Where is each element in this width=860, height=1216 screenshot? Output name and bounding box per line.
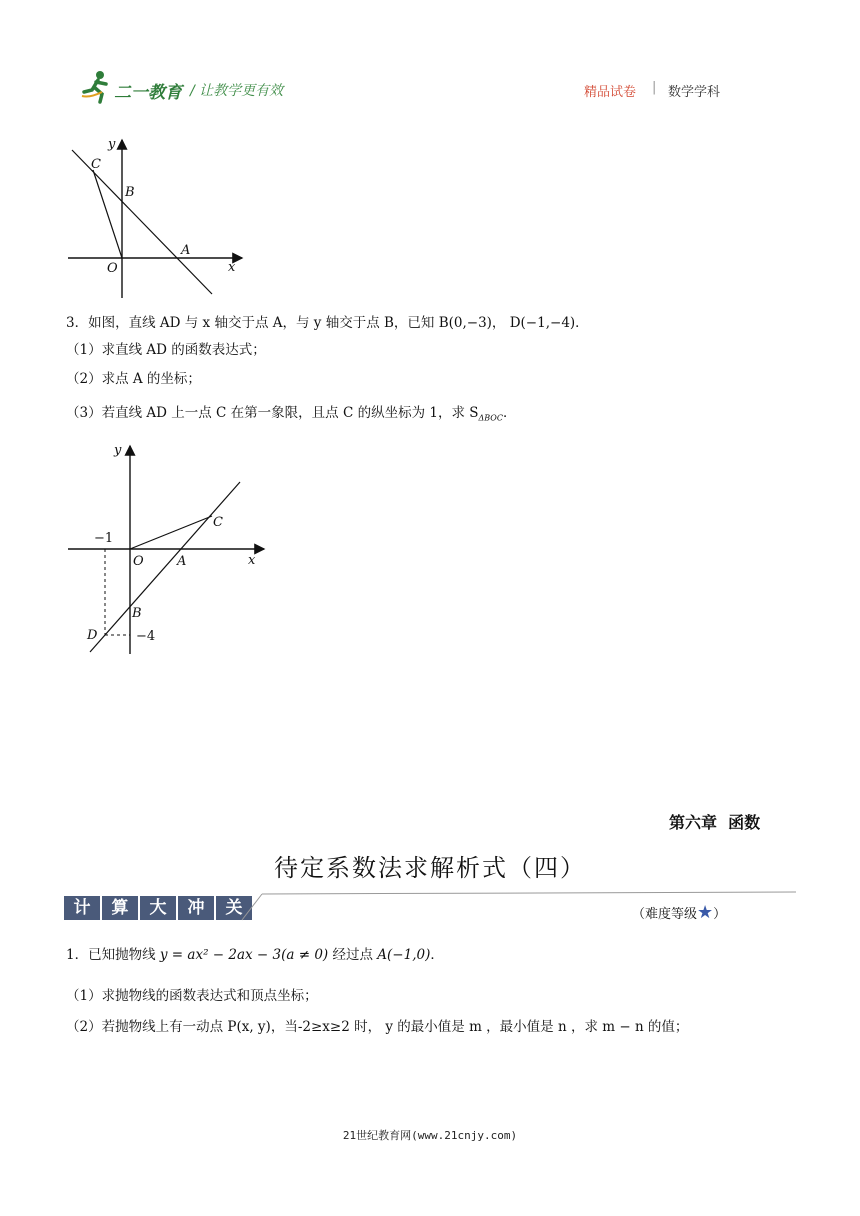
header [0,70,860,110]
header-separator: | [652,80,657,95]
problem-1-q2: （2）若抛物线上有一动点 P(x, y)，当-2≥x≥2 时， y 的最小值是 m ，最小值是 n ，求 m − n 的值； [66,1019,689,1035]
problem-3-q3 [66,404,516,428]
slogan: / 让教学更有效 [190,83,284,99]
problem-3-q3-text: （3）若直线 AD 上一点 C 在第一象限，且点 C 的纵坐标为 1，求 S [66,405,479,421]
badge-char: 计 [64,896,100,920]
label-a: A [177,554,187,569]
figure-1 [60,130,250,302]
label-a: A [181,243,191,258]
problem-1-stem-b: 经过点 [328,947,378,963]
footer: 21世纪教育网(www.21cnjy.com) [342,1129,518,1142]
label-y: y [114,443,122,458]
star-icon: ★ [697,902,714,923]
label-neg4: −4 [136,629,156,644]
difficulty-close: ） [713,907,727,922]
problem-3-q2: （2）求点 A 的坐标； [66,371,201,387]
label-x: x [248,553,256,568]
problem-1-point: A(−1,0) [377,947,431,963]
difficulty-label [632,902,726,923]
segment-o-c [93,170,122,258]
badge-char: 大 [140,896,176,920]
badge-char: 算 [102,896,138,920]
page-title: 待定系数法求解析式（四） [274,854,586,882]
badge-char: 冲 [178,896,214,920]
label-origin: O [133,554,144,569]
line-ad [90,482,240,652]
runner-logo-icon [80,70,112,104]
label-neg1: −1 [94,531,114,546]
header-label-premium: 精品试卷 [584,85,637,100]
segment-o-c [130,516,212,549]
label-b: B [125,185,135,200]
section-badge [64,896,252,920]
chapter-title: 第六章 函数 [669,813,761,832]
problem-1-q1: （1）求抛物线的函数表达式和顶点坐标； [66,988,318,1004]
problem-3-stem: 3．如图，直线 AD 与 x 轴交于点 A，与 y 轴交于点 B，已知 B(0,−3)， D(−1,−4)． [66,315,589,331]
problem-1-stem-a: 1．已知抛物线 [66,947,160,963]
problem-3-q3-subscript: ΔBOC [478,413,503,423]
header-label-subject: 数学学科 [668,85,721,100]
label-d: D [87,628,98,643]
label-c: C [213,515,223,530]
problem-3-q3-end: ． [502,405,517,421]
problem-1-stem-c: ． [430,947,444,963]
label-origin: O [107,261,118,276]
problem-1-formula: y = ax² − 2ax − 3(a ≠ 0) [159,947,329,963]
label-y: y [108,137,116,152]
problem-1-stem [66,946,444,964]
badge-char: 关 [216,896,252,920]
logo-text: 二一教育 [114,83,182,103]
label-c: C [91,157,101,172]
label-b: B [132,606,142,621]
label-x: x [228,260,236,275]
figure-2 [60,432,270,660]
difficulty-text: （难度等级 [632,907,698,922]
problem-3-q1: （1）求直线 AD 的函数表达式； [66,342,266,358]
